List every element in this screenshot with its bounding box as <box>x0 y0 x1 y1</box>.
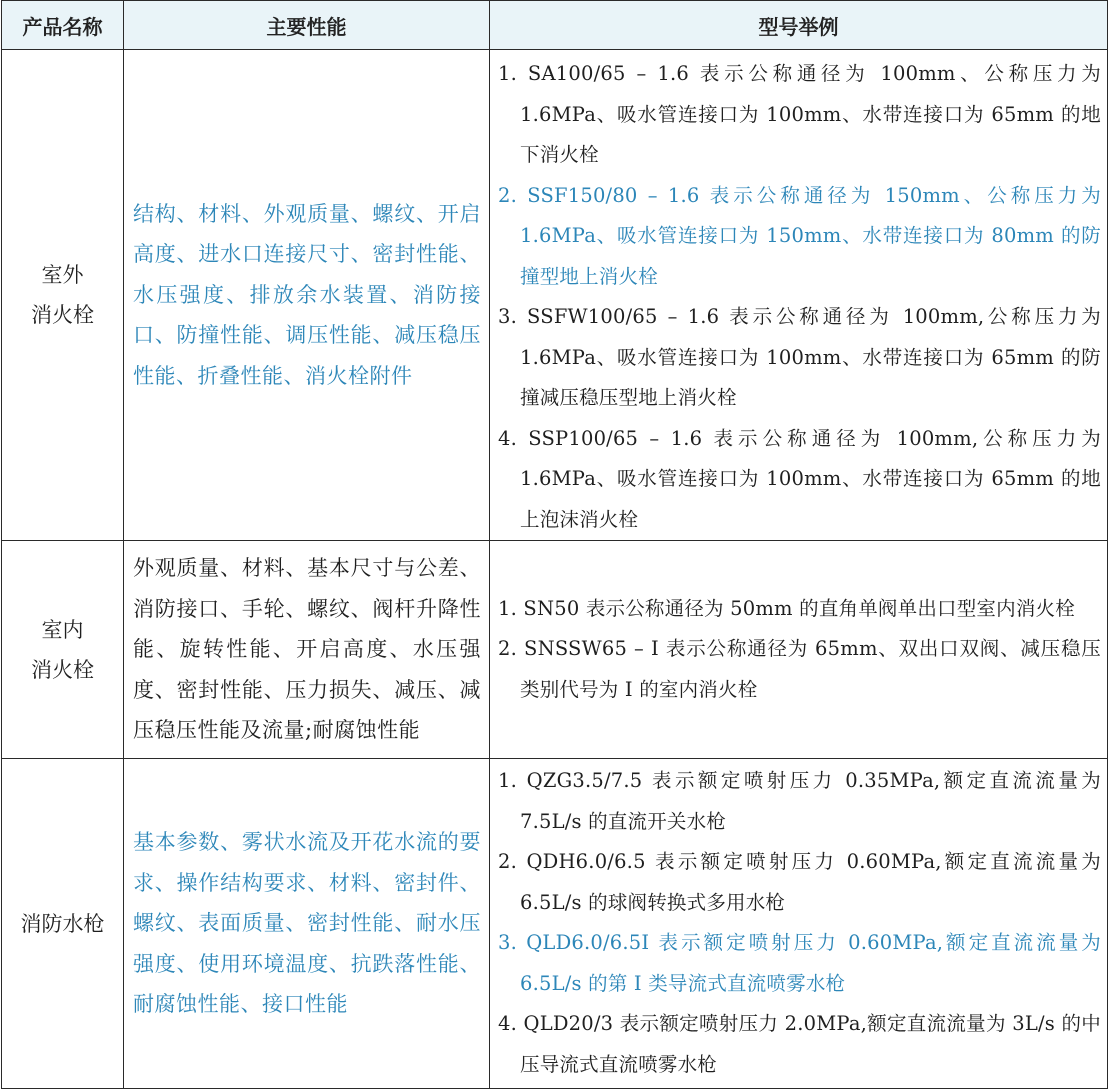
example-item: 2. SNSSW65 – I 表示公称通径为 65mm、双出口双阀、减压稳压类别代号为 I 的室内消火栓 <box>498 637 1101 701</box>
product-table <box>1 0 1108 1089</box>
performance-cell: 结构、材料、外观质量、螺纹、开启高度、进水口连接尺寸、密封性能、水压强度、排放余水装置、消防接口、防撞性能、调压性能、减压稳压性能、折叠性能、消火栓附件 <box>124 50 490 541</box>
example-item: 4. SSP100/65 – 1.6 表示公称通径为 100mm,公称压力为 1.6MPa、吸水管连接口为 100mm、水带连接口为 65mm 的地上泡沫消火栓 <box>498 426 1101 531</box>
example-item: 2. SSF150/80 – 1.6 表示公称通径为 150mm、公称压力为 1.6MPa、吸水管连接口为 150mm、水带连接口为 80mm 的防撞型地上消火栓 <box>498 183 1101 288</box>
table-row <box>2 759 1108 1089</box>
performance-cell: 基本参数、雾状水流及开花水流的要求、操作结构要求、材料、密封件、螺纹、表面质量、密封性能、耐水压强度、使用环境温度、抗跌落性能、耐腐蚀性能、接口性能 <box>124 759 490 1089</box>
examples-cell <box>490 541 1108 759</box>
table-row <box>2 50 1108 541</box>
performance-cell: 外观质量、材料、基本尺寸与公差、消防接口、手轮、螺纹、阀杆升降性能、旋转性能、开启高度、水压强度、密封性能、压力损失、减压、减压稳压性能及流量;耐腐蚀性能 <box>124 541 490 759</box>
table-row <box>2 541 1108 759</box>
examples-cell <box>490 759 1108 1089</box>
example-item: 1. QZG3.5/7.5 表示额定喷射压力 0.35MPa,额定直流流量为 7.5L/s 的直流开关水枪 <box>498 769 1101 833</box>
product-name-line: 消防水枪 <box>20 911 105 936</box>
example-item: 1. SA100/65 – 1.6 表示公称通径为 100mm、公称压力为 1.6MPa、吸水管连接口为 100mm、水带连接口为 65mm 的地下消火栓 <box>498 62 1101 166</box>
examples-cell <box>490 50 1108 541</box>
product-name-line: 室内 <box>41 617 84 642</box>
product-name-cell <box>2 50 124 541</box>
example-item: 1. SN50 表示公称通径为 50mm 的直角单阀单出口型室内消火栓 <box>498 596 1075 620</box>
example-item: 3. QLD6.0/6.5I 表示额定喷射压力 0.60MPa,额定直流流量为 6.5L/s 的第 Ⅰ 类导流式直流喷雾水枪 <box>498 931 1101 995</box>
product-name-cell <box>2 759 124 1089</box>
header-main-performance: 主要性能 <box>124 1 490 50</box>
example-item: 3. SSFW100/65 – 1.6 表示公称通径为 100mm,公称压力为 1.6MPa、吸水管连接口为 100mm、水带连接口为 65mm 的防撞减压稳压型地上消火栓 <box>498 305 1101 409</box>
product-name-line: 室外 <box>41 263 84 287</box>
header-row <box>2 1 1108 50</box>
header-product-name: 产品名称 <box>2 1 124 50</box>
product-name-line: 消火栓 <box>31 657 94 682</box>
header-model-examples: 型号举例 <box>490 1 1108 50</box>
example-item: 2. QDH6.0/6.5 表示额定喷射压力 0.60MPa,额定直流流量为 6.5L/s 的球阀转换式多用水枪 <box>498 850 1101 914</box>
product-name-line: 消火栓 <box>31 303 94 327</box>
product-name-cell <box>2 541 124 759</box>
example-item: 4. QLD20/3 表示额定喷射压力 2.0MPa,额定直流流量为 3L/s 的中压导流式直流喷雾水枪 <box>498 1012 1101 1076</box>
